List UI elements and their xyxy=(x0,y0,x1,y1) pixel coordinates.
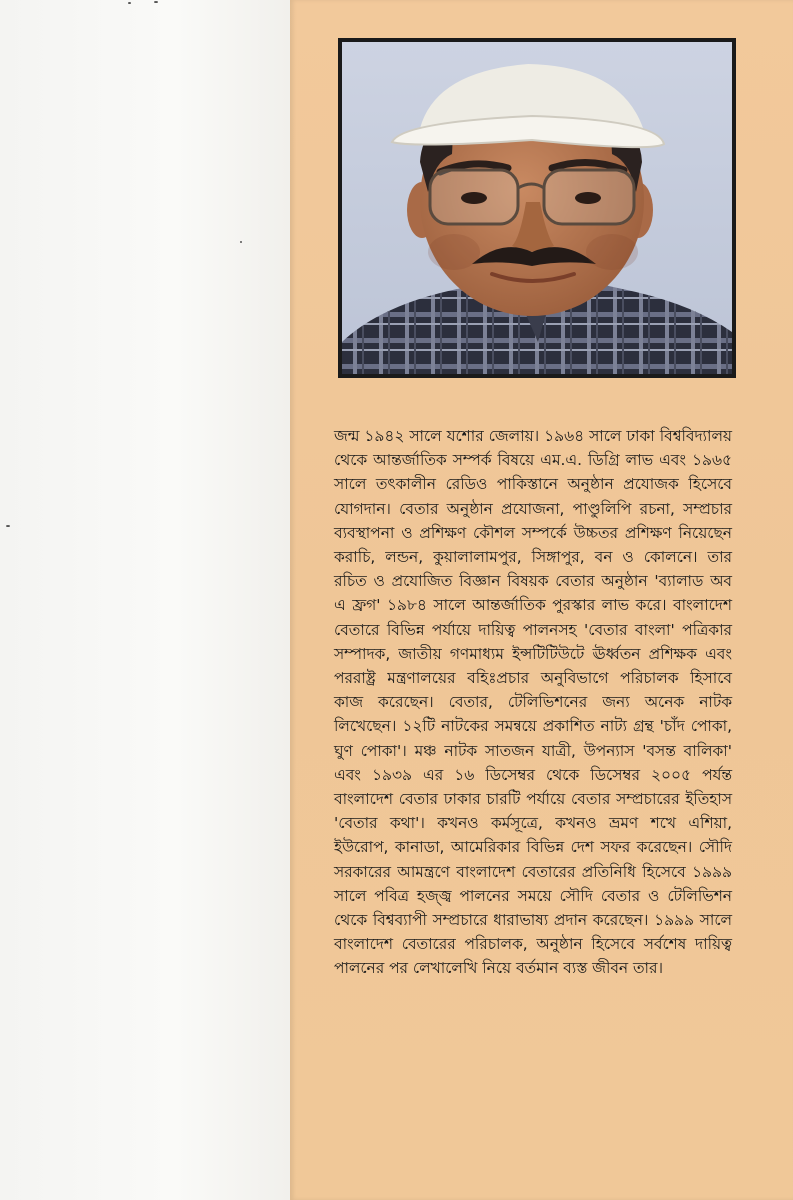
scan-speck xyxy=(240,241,242,243)
blank-page-area xyxy=(0,0,290,1200)
author-biography: জন্ম ১৯৪২ সালে যশোর জেলায়। ১৯৬৪ সালে ঢাকা বিশ্ববিদ্যালয় থেকে আন্তর্জাতিক সম্পর্ক বিষয়ে এম.এ. ডিগ্রি লাভ এবং ১৯৬৫ সালে তৎকালীন রেডিও পাকিস্তানে অনুষ্ঠান প্রযোজক হিসেবে যোগদান। বেতার অনুষ্ঠান প্রযোজনা, পাণ্ডুলিপি রচনা, সম্প্রচার ব্যবস্থাপনা ও প্রশিক্ষণ কৌশল সম্পর্কে উচ্চতর প্রশিক্ষণ নিয়েছেন করাচি, লন্ডন, কুয়ালালামপুর, সিঙ্গাপুর, বন ও কোলনে। তার রচিত ও প্রযোজিত বিজ্ঞান বিষয়ক বেতার অনুষ্ঠান 'ব্যালাড অব এ ফ্রগ' ১৯৮৪ সালে আন্তর্জাতিক পুরস্কার লাভ করে। বাংলাদেশ বেতারে বিভিন্ন পর্যায়ে দায়িত্ব পালনসহ 'বেতার বাংলা' পত্রিকার সম্পাদক, জাতীয় গণমাধ্যম ইন্সটিটিউটে ঊর্ধ্বতন প্রশিক্ষক এবং পররাষ্ট্র মন্ত্রণালয়ের বহিঃপ্রচার অনুবিভাগে পরিচালক হিসাবে কাজ করেছেন। বেতার, টেলিভিশনের জন্য অনেক নাটক লিখেছেন। ১২টি নাটকের সমন্বয়ে প্রকাশিত নাট্য গ্রন্থ 'চাঁদ পোকা, ঘুণ পোকা'। মঞ্চ নাটক সাতজন যাত্রী, উপন্যাস 'বসন্ত বালিকা' এবং ১৯৩৯ এর ১৬ ডিসেম্বর থেকে ডিসেম্বর ২০০৫ পর্যন্ত বাংলাদেশ বেতার ঢাকার চারটি পর্যায়ে বেতার সম্প্রচারের ইতিহাস 'বেতার কথা'। কখনও কর্মসূত্রে, কখনও ভ্রমণ শখে এশিয়া, ইউরোপ, কানাডা, আমেরিকার বিভিন্ন দেশ সফর করেছেন। সৌদি সরকারের আমন্ত্রণে বাংলাদেশ বেতারের প্রতিনিধি হিসেবে ১৯৯৯ সালে পবিত্র হজ্জ্ব পালনের সময়ে সৌদি বেতার ও টেলিভিশন থেকে বিশ্বব্যাপী সম্প্রচারে ধারাভাষ্য প্রদান করেছেন। ১৯৯৯ সালে বাংলাদেশ বেতারের পরিচালক, অনুষ্ঠান হিসেবে সর্বশেষ দায়িত্ব পালনের পর লেখালেখি নিয়ে বর্তমান ব্যস্ত জীবন তার। xyxy=(334,427,732,978)
scan-speck xyxy=(154,1,158,3)
author-photo-frame xyxy=(338,38,736,378)
scan-speck xyxy=(6,525,10,527)
author-photo xyxy=(342,42,732,374)
scan-speck xyxy=(128,2,131,4)
